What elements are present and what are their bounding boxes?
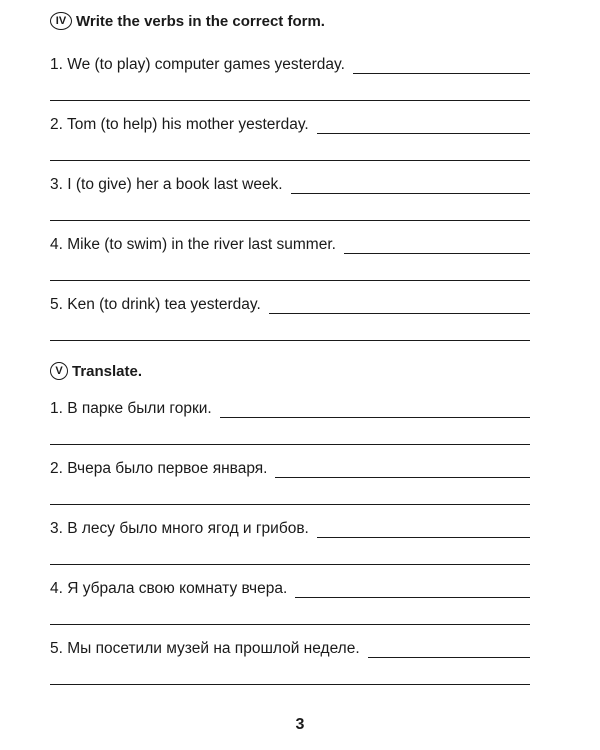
answer-line[interactable] — [50, 100, 530, 101]
answer-blank[interactable] — [353, 57, 530, 74]
section-4-title: Write the verbs in the correct form. — [76, 12, 325, 30]
exercise-4-item-1: 1. We (to play) computer games yesterday. — [50, 52, 530, 74]
answer-blank[interactable] — [269, 297, 530, 314]
answer-line[interactable] — [50, 564, 530, 565]
exercise-5-item-4: 4. Я убрала свою комнату вчера. — [50, 576, 530, 598]
page-number: 3 — [295, 716, 305, 733]
answer-blank[interactable] — [344, 237, 530, 254]
section-4-badge: IV — [50, 12, 72, 30]
section-4-heading — [50, 12, 325, 30]
exercise-5-item-2: 2. Вчера было первое января. — [50, 456, 530, 478]
answer-blank[interactable] — [291, 177, 530, 194]
answer-line[interactable] — [50, 160, 530, 161]
section-5-badge: V — [50, 362, 68, 380]
answer-blank[interactable] — [295, 581, 530, 598]
section-5-title: Translate. — [72, 362, 143, 380]
section-5-heading — [50, 362, 142, 380]
exercise-5-item-1: 1. В парке были горки. — [50, 396, 530, 418]
answer-line[interactable] — [50, 504, 530, 505]
answer-line[interactable] — [50, 444, 530, 445]
exercise-4-item-4: 4. Mike (to swim) in the river last summer. — [50, 232, 530, 254]
exercise-4-item-5: 5. Ken (to drink) tea yesterday. — [50, 292, 530, 314]
exercise-4-item-3: 3. I (to give) her a book last week. — [50, 172, 530, 194]
answer-line[interactable] — [50, 684, 530, 685]
exercise-4-item-2: 2. Tom (to help) his mother yesterday. — [50, 112, 530, 134]
answer-line[interactable] — [50, 340, 530, 341]
answer-blank[interactable] — [368, 641, 530, 658]
answer-blank[interactable] — [317, 521, 530, 538]
answer-blank[interactable] — [275, 461, 530, 478]
answer-line[interactable] — [50, 280, 530, 281]
answer-line[interactable] — [50, 220, 530, 221]
answer-blank[interactable] — [317, 117, 530, 134]
answer-line[interactable] — [50, 624, 530, 625]
exercise-5-item-5: 5. Мы посетили музей на прошлой неделе. — [50, 636, 530, 658]
answer-blank[interactable] — [220, 401, 530, 418]
exercise-5-item-3: 3. В лесу было много ягод и грибов. — [50, 516, 530, 538]
